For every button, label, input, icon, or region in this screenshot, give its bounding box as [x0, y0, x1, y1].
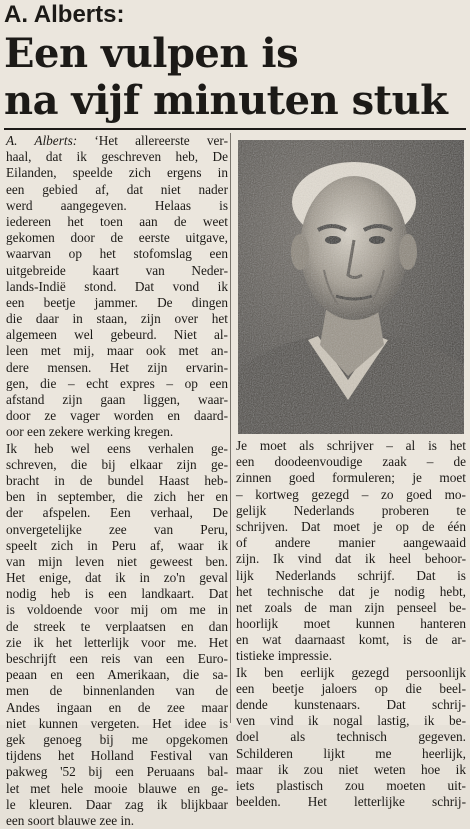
right-line-6: of andere manier aangewaaid — [236, 535, 466, 551]
right-line-18: doel als technisch gegeven. — [236, 729, 466, 745]
right-line-9: het technische dat je nodig hebt, — [236, 583, 466, 599]
left-line-36: niet kunnen vergeten. Het idee is — [6, 715, 228, 731]
right-line-21: iets plastisch zou moeten uit- — [236, 777, 466, 793]
left-line-28: nodig heb is een landkaart. Dat — [6, 586, 228, 602]
left-line-10: een beetje jammer. De dingen — [6, 294, 228, 310]
headline-line-1: Een vulpen is — [4, 30, 299, 77]
left-line-5: iedereen het toen aan de weet — [6, 213, 228, 229]
left-line-14: dere mensen. Het zijn ervarin- — [6, 359, 228, 375]
right-line-13: tistieke impressie. — [236, 648, 333, 664]
left-line-42: een soort blauwe zee in. — [6, 812, 135, 828]
left-line-35: Andes ingaan en de zee maar — [6, 699, 228, 715]
left-column — [6, 133, 228, 828]
left-line-8: uitgebreide kaart van Neder- — [6, 262, 228, 278]
left-line-18: oor een zekere werking kregen. — [6, 424, 174, 440]
right-line-16: dende kunstenaars. Dat schrij- — [236, 697, 466, 712]
left-line-29: is voldoende voor mij om me in — [6, 602, 228, 618]
right-line-5: schrijven. Dat moet je op de één — [236, 518, 466, 534]
left-line-34: men de binnenlanden van de — [6, 683, 228, 699]
right-line-1: een doodeenvoudige zaak – de — [236, 454, 466, 470]
left-line-22: ben in september, die zich her en — [6, 489, 228, 505]
right-line-0: Je moet als schrijver – al is het — [236, 438, 466, 453]
headline-rule — [4, 128, 466, 130]
left-line-12: algemeen wel gebeurd. Niet al- — [6, 327, 228, 343]
article-headline — [4, 30, 466, 124]
left-line-32: beschrijft een reis van een Euro- — [6, 651, 228, 666]
column-divider — [230, 133, 231, 723]
left-line-3: een gebied af, dat niet nader — [6, 181, 228, 197]
left-line-41: le kleuren. Daar zag ik blijkbaar — [6, 796, 228, 812]
right-line-3: – kortweg gezegd – zo goed mo- — [236, 486, 466, 502]
portrait-photo — [238, 140, 464, 434]
right-line-4: gelijk Nederlands proberen te — [236, 502, 466, 518]
left-line-27: Het enige, dat ik in zo'n geval — [6, 570, 228, 586]
right-line-15: een beetje jaloers op die beel- — [236, 680, 466, 696]
right-line-20: maar ik zou niet weten hoe ik — [236, 761, 466, 777]
left-line-16: afstand zijn gaan liggen, waar- — [6, 392, 228, 407]
left-line-39: pakweg '52 bij een Peruaans bal- — [6, 764, 228, 780]
left-line-20: schreven, die bij elkaar zijn ge- — [6, 456, 228, 472]
right-line-22: beelden. Het letterlijke schrij- — [236, 794, 466, 810]
left-line-15: gen, die – echt expres – op een — [6, 375, 228, 391]
right-line-11: hoorlijk moet kunnen hanteren — [236, 616, 466, 632]
right-column — [236, 438, 466, 810]
byline: A. Alberts: — [6, 133, 78, 148]
left-line-7: waarvan op het stofomslag een — [6, 246, 228, 262]
left-line-24: onvergetelijke zee van Peru, — [6, 521, 228, 537]
left-line-19: Ik heb wel eens verhalen ge- — [6, 440, 228, 456]
article-kicker: A. Alberts: — [4, 1, 125, 28]
left-line-17: door ze vager worden en daard- — [6, 408, 228, 424]
left-line-1: haal, dat ik geschreven heb, De — [6, 149, 228, 165]
right-line-12: en wat daarnaast komt, is de ar- — [236, 632, 466, 648]
left-line-30: de streek te verplaatsen en dan — [6, 618, 228, 634]
left-line-26: van mijn leven niet geweest ben. — [6, 553, 228, 569]
left-line-9: lands-Indië stond. Dat vond ik — [6, 278, 228, 294]
right-line-10: net zoals de man zijn penseel be- — [236, 599, 466, 615]
left-line-2: Eilanden, speelde zich ergens in — [6, 165, 228, 181]
right-line-19: Schilderen lijkt me heerlijk, — [236, 745, 466, 761]
right-line-7: zijn. Ik vind dat ik heel behoor- — [236, 551, 466, 567]
right-line-17: ven vind ik nogal lastig, ik be- — [236, 713, 466, 729]
left-line-40: let met hele mooie blauwe en ge- — [6, 780, 228, 796]
left-line-37: gek genoeg bij me opgekomen — [6, 731, 228, 747]
right-line-14: Ik ben eerlijk gezegd persoonlijk — [236, 664, 466, 680]
left-line-33: peaan en een Amerikaan, die sa- — [6, 667, 228, 683]
portrait-image — [238, 140, 464, 434]
left-line-0: A. Alberts: ‘Het allereerste ver- — [6, 133, 228, 148]
left-line-13: leen met mij, maar ook met an- — [6, 343, 228, 359]
left-line-11: die daar in staan, zijn over het — [6, 311, 228, 327]
left-line-6: gekomen door de eerste uitgave, — [6, 230, 228, 246]
right-line-2: zinnen goed formuleren; je moet — [236, 470, 466, 486]
left-line-38: tijdens het Holland Festival van — [6, 748, 228, 764]
left-line-4: werd aangegeven. Helaas is — [6, 197, 228, 213]
left-line-21: bracht in de bundel Haast heb- — [6, 472, 228, 488]
left-line-25: speelt zich in Peru af, waar ik — [6, 537, 228, 553]
right-line-8: lijk Nederlands schrijf. Dat is — [236, 567, 466, 583]
headline-line-2: na vijf minuten stuk — [4, 77, 448, 124]
left-line-23: der afspelen. Een verhaal, De — [6, 505, 228, 521]
left-line-31: zie ik het letterlijk voor me. Het — [6, 634, 228, 650]
